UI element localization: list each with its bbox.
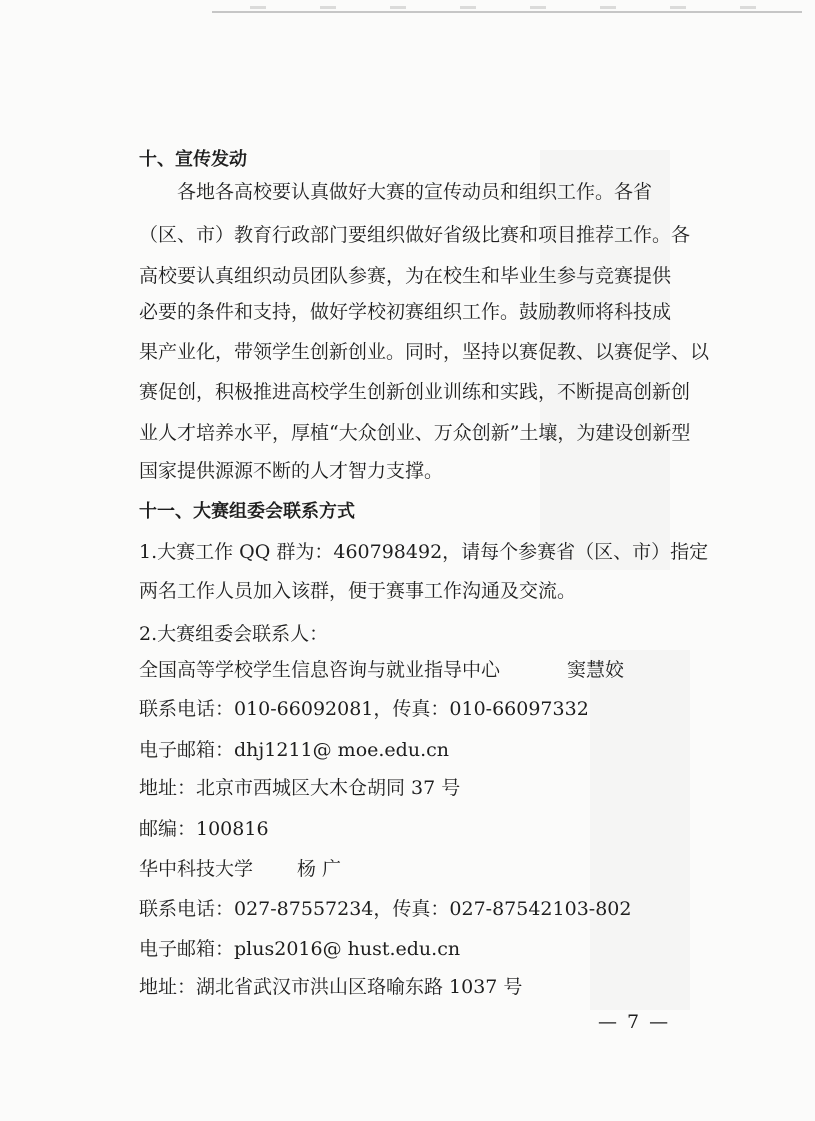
paragraph-line: 高校要认真组织动员团队参赛，为在校生和毕业生参与竞赛提供 xyxy=(139,265,672,287)
item-1-line: 两名工作人员加入该群，便于赛事工作沟通及交流。 xyxy=(139,580,577,602)
contact-1-org: 全国高等学校学生信息咨询与就业指导中心 xyxy=(139,659,501,681)
contact-1-address: 地址：北京市西城区大木仓胡同 37 号 xyxy=(139,777,461,799)
contact-1-name: 窦慧姣 xyxy=(567,659,625,681)
item-2-intro: 2.大赛组委会联系人： xyxy=(139,623,329,645)
top-border-rule xyxy=(212,11,802,13)
bleed-through-shadow-lower xyxy=(590,650,690,1010)
page-number: — 7 — xyxy=(598,1011,671,1033)
contact-2-phone: 联系电话：027-87557234，传真：027-87542103-802 xyxy=(139,898,632,920)
contact-2-email: 电子邮箱：plus2016@ hust.edu.cn xyxy=(139,938,461,960)
item-1-line: 1.大赛工作 QQ 群为：460798492，请每个参赛省（区、市）指定 xyxy=(139,541,709,563)
contact-2-address: 地址：湖北省武汉市洪山区珞喻东路 1037 号 xyxy=(139,976,523,998)
section-11-heading: 十一、大赛组委会联系方式 xyxy=(139,501,355,522)
contact-2-name: 杨 广 xyxy=(297,858,342,880)
paragraph-line: 果产业化，带领学生创新创业。同时，坚持以赛促教、以赛促学、以 xyxy=(139,341,710,363)
contact-1-email: 电子邮箱：dhj1211@ moe.edu.cn xyxy=(139,739,449,761)
paragraph-line: 业人才培养水平，厚植“大众创业、万众创新”土壤，为建设创新型 xyxy=(139,422,691,444)
paragraph-line: 各地各高校要认真做好大赛的宣传动员和组织工作。各省 xyxy=(177,181,653,203)
top-scan-marks xyxy=(250,6,790,9)
contact-2-org: 华中科技大学 xyxy=(139,858,254,880)
contact-1-postcode: 邮编：100816 xyxy=(139,818,269,840)
paragraph-line: 必要的条件和支持，做好学校初赛组织工作。鼓励教师将科技成 xyxy=(139,301,672,323)
contact-1-phone: 联系电话：010-66092081，传真：010-66097332 xyxy=(139,698,589,720)
paragraph-line: （区、市）教育行政部门要组织做好省级比赛和项目推荐工作。各 xyxy=(139,224,691,246)
section-10-heading: 十、宣传发动 xyxy=(139,149,247,170)
paragraph-line: 赛促创，积极推进高校学生创新创业训练和实践，不断提高创新创 xyxy=(139,381,691,403)
paragraph-line: 国家提供源源不断的人才智力支撑。 xyxy=(139,460,444,482)
